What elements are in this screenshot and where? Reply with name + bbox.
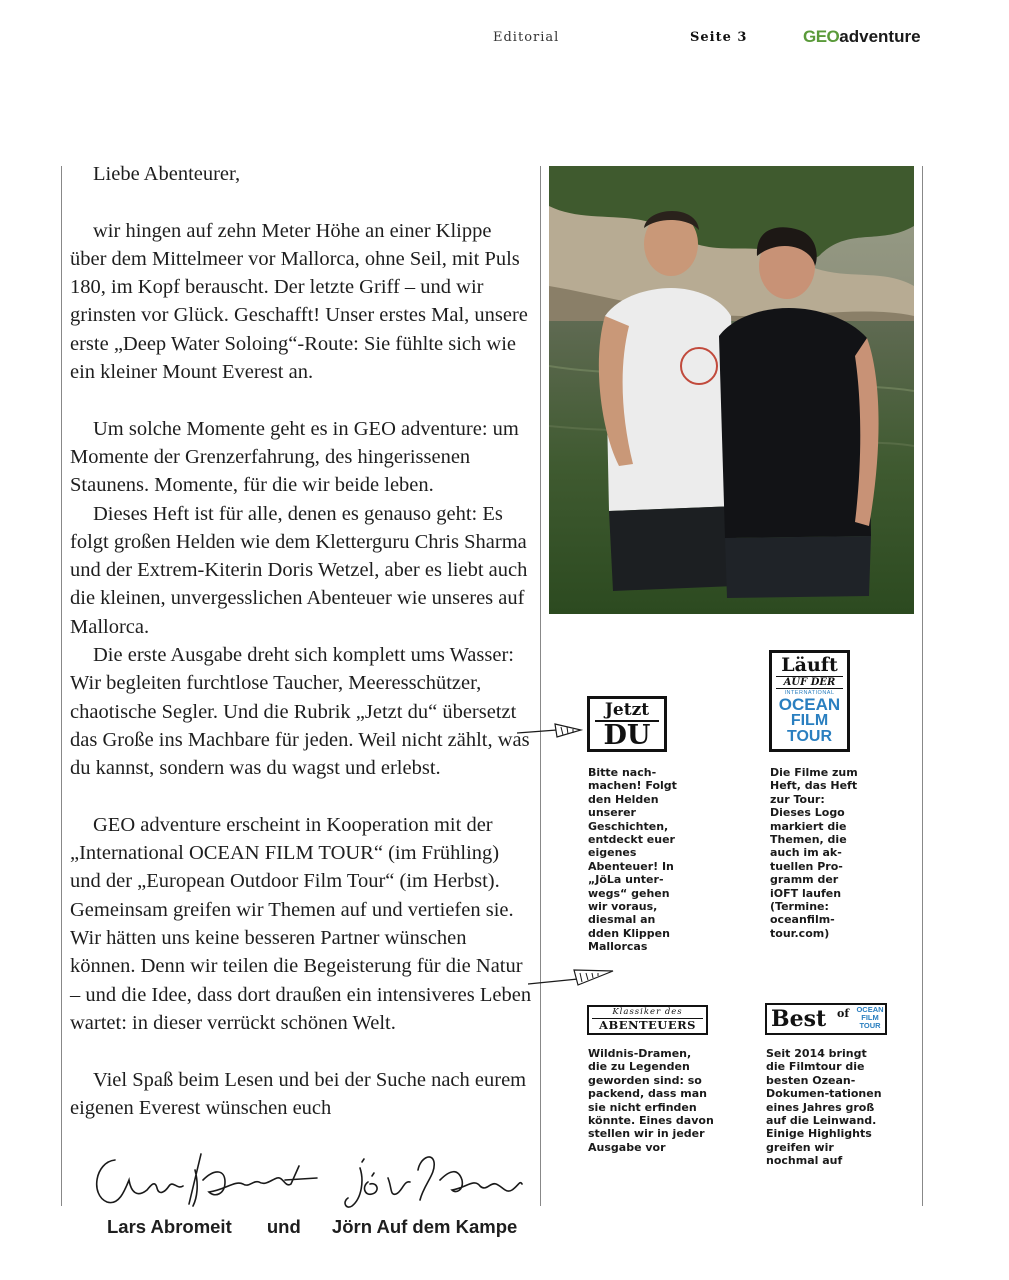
page-number: Seite 3: [690, 30, 748, 45]
best-of-ocean-mark: [855, 1006, 885, 1030]
logo-adventure: adventure: [839, 27, 921, 46]
jetzt-du-logo-line2: DU: [595, 720, 659, 750]
salutation: Liebe Abenteurer,: [93, 163, 241, 185]
section-label: Editorial: [493, 30, 560, 45]
pointer-arrow-jetzt: [517, 721, 583, 741]
klassiker-logo: [587, 1005, 708, 1035]
middle-rule: [540, 166, 541, 1206]
letter-paragraph: Viel Spaß beim Lesen und bei der Suche nach eurem eigenen Everest wünschen euch: [70, 1068, 527, 1119]
jetzt-du-logo-line1: Jetzt: [604, 700, 650, 720]
name-lars: Lars Abromeit: [107, 1216, 232, 1237]
laeuft-logo-line3: INTERNATIONAL: [784, 690, 835, 696]
editors-photo: [549, 166, 914, 614]
jetzt-du-description: Bitte nach-machen! Folgt den Helden unserer Geschichten, entdeckt euer eigenes Abenteuer! In „JöLa unter-wegs“ gehen wir voraus, diesmal an dden Klippen Mallorcas: [588, 766, 677, 954]
name-joern: Jörn Auf dem Kampe: [331, 1216, 518, 1237]
editorial-letter: [70, 160, 532, 1122]
laeuft-logo-line1: Läuft: [781, 654, 838, 676]
best-of-logo: [765, 1003, 887, 1035]
letter-paragraph: Dieses Heft ist für alle, denen es genauso geht: Es folgt großen Helden wie dem Kletterguru Chris Sharma und der Extrem-Kiterin Doris Wetzel, aber es liebt auch die kleinen, unvergesslichen Abenteuer wie unseres auf Mallorca.: [70, 502, 528, 638]
signature-joern: [340, 1140, 525, 1212]
best-of-logo-line4: FILM: [861, 1013, 879, 1022]
best-of-logo-line2: of: [837, 1007, 850, 1020]
ocean-film-tour-logo: [769, 650, 850, 752]
klassiker-description: Wildnis-Dramen, die zu Legenden geworden sind: so packend, dass man sie nicht erfinden könnte. Eines davon stellen wir in jeder Ausgabe vor: [588, 1047, 714, 1154]
laeuft-logo-line4: OCEAN: [778, 695, 841, 714]
klassiker-logo-line1: Klassiker des: [612, 1007, 683, 1017]
letter-paragraph: GEO adventure erscheint in Kooperation mit der „International OCEAN FILM TOUR“ (im Frühling) und der „European Outdoor Film Tour“ (im Herbst). Gemeinsam greifen wir Themen auf und vertiefen sie. Wir hätten uns keine besseren Partner wünschen können. Denn wir teilen die Begeisterung für die Natur – und die Idee, dass dort draußen ein intensiveres Leben wartet: in dieser verrückt schönen Welt.: [70, 813, 532, 1034]
best-of-logo-line5: TOUR: [859, 1021, 881, 1030]
best-of-logo-line1: Best: [771, 1006, 827, 1032]
letter-paragraph: Um solche Momente geht es in GEO adventure: um Momente der Grenzerfahrung, des hingerissenen Staunens. Momente, für die wir beide leben.: [70, 417, 519, 497]
klassiker-logo-line2: ABENTEUERS: [592, 1018, 703, 1032]
best-of-logo-line3: OCEAN: [856, 1005, 884, 1014]
signature-names: [107, 1216, 517, 1238]
laeuft-logo-line6: TOUR: [786, 728, 833, 745]
pointer-arrow-klassiker: [528, 965, 614, 987]
letter-paragraph: Die erste Ausgabe dreht sich komplett ums Wasser: Wir begleiten furchtlose Taucher, Meeresschützer, chaotische Segler. Und die Rubrik „Jetzt du“ übersetzt das Große ins Machbare für jeden. Weil nicht zählt, was du kannst, sondern was du wagst und erlebst.: [70, 644, 530, 780]
laeuft-logo-line2: AUF DER: [776, 676, 843, 689]
signature-lars: [85, 1140, 320, 1212]
laeuft-description: Die Filme zum Heft, das Heft zur Tour: Dieses Logo markiert die Themen, die auch im ak-tuellen Pro-gramm der iOFT laufen (Termine: oceanfilm-tour.com): [770, 766, 858, 940]
left-rule: [61, 166, 62, 1206]
magazine-logo: [803, 27, 921, 47]
logo-geo: GEO: [803, 27, 840, 46]
best-of-description: Seit 2014 bringt die Filmtour die besten Ozean-Dokumen-tationen eines Jahres groß auf die Leinwand. Einige Highlights greifen wir nochmal auf: [766, 1047, 882, 1168]
name-and: und: [266, 1216, 301, 1237]
laeuft-logo-line5: FILM: [790, 712, 829, 729]
jetzt-du-logo: [587, 696, 667, 752]
letter-paragraph: wir hingen auf zehn Meter Höhe an einer Klippe über dem Mittelmeer vor Mallorca, ohne Seil, mit Puls 180, im Kopf berauscht. Der letzte Griff – und wir grinsten vor Glück. Geschafft! Unser erstes Mal, unsere erste „Deep Water Soloing“-Route: Sie fühlte sich wie ein kleiner Mount Everest an.: [70, 219, 528, 384]
right-rule: [922, 166, 923, 1206]
